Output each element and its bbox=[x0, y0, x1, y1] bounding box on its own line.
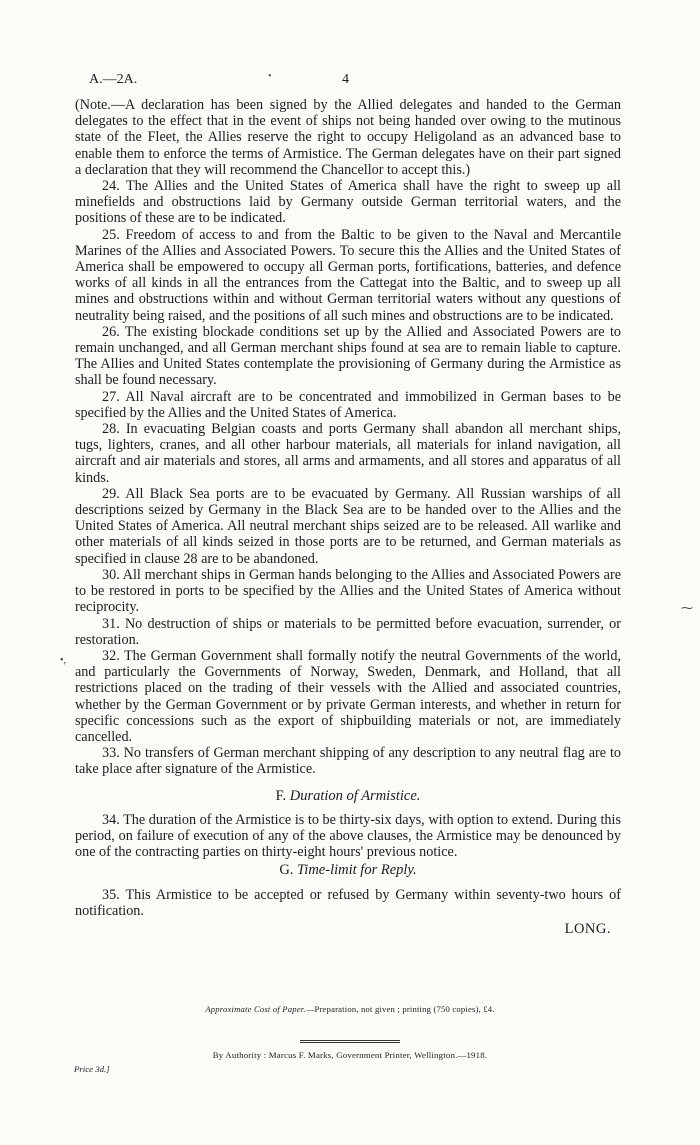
page-header bbox=[0, 72, 700, 94]
signature: LONG. bbox=[564, 920, 611, 937]
document-body bbox=[75, 97, 621, 937]
section-g-heading bbox=[75, 862, 621, 878]
cost-label: Approximate Cost of Paper. bbox=[205, 1004, 306, 1014]
clause-26: 26. The existing blockade conditions set up by the Allied and Associated Powers are to remain unchanged, and all German merchant ships found at sea are to remain liable to capture. The Allies and United States contemplate the provisioning of Germany during the Armistice as shall be found necessary. bbox=[75, 323, 621, 389]
footer-rule-top bbox=[300, 1040, 400, 1041]
header-dot: • bbox=[268, 71, 272, 82]
printer-authority: By Authority : Marcus F. Marks, Government Printer, Wellington.—1918. bbox=[212, 1050, 488, 1060]
page-number: 4 bbox=[342, 72, 349, 87]
clause-34: 34. The duration of the Armistice is to be thirty-six days, with option to extend. During this period, on failure of execution of any of the above clauses, the Armistice may be denounced by one of the contracting parties on thirty-eight hours' previous notice. bbox=[75, 811, 621, 861]
section-f-letter: F. bbox=[275, 787, 287, 804]
section-f-heading bbox=[75, 788, 621, 804]
cost-text: —Preparation, not given ; printing (750 copies), £4. bbox=[305, 1004, 495, 1014]
clause-30: 30. All merchant ships in German hands belonging to the Allies and Associated Powers are to be restored in ports to be specified by the Allies and the United States of America without reciprocity. bbox=[75, 566, 621, 616]
clause-29: 29. All Black Sea ports are to be evacuated by Germany. All Russian warships of all descriptions seized by Germany in the Black Sea are to be handed over to the Allies and the United States of America. All neutral merchant ships seized are to be released. All warlike and other materials of all kinds seized in those ports are to be returned, and German materials as specified in clause 28 are to be abandoned. bbox=[75, 485, 621, 567]
document-reference: A.—2A. bbox=[89, 72, 138, 87]
edge-scan-mark: ⁓ bbox=[681, 601, 693, 615]
clause-32: 32. The German Government shall formally notify the neutral Governments of the world, and particularly the Governments of Norway, Sweden, Denmark, and Holland, that all restrictions placed on the trading of their vessels with the Allied and associated countries, whether by the German Government or by private German interests, and whether in return for specific concessions such as the export of shipbuilding materials or not, are immediately cancelled. bbox=[75, 647, 621, 745]
section-g-letter: G. bbox=[279, 862, 294, 879]
clause-25: 25. Freedom of access to and from the Baltic to be given to the Naval and Mercantile Marines of the Allies and Associated Powers. To secure this the Allies and the United States of America shall be empowered to occupy all German ports, fortifications, batteries, and defence works of all kinds in all the entrances from the Cattegat into the Baltic, and to sweep up all mines and obstructions within and without German territorial waters without any questions of neutrality being raised, and the positions of all such mines and obstructions are to be indicated. bbox=[75, 226, 621, 324]
cost-of-paper-line bbox=[0, 1004, 700, 1014]
clause-35: 35. This Armistice to be accepted or refused by Germany within seventy-two hours of notification. bbox=[75, 886, 621, 919]
note-paragraph: (Note.—A declaration has been signed by the Allied delegates and handed to the German delegates to the effect that in the event of ships not being handed over owing to the mutinous state of the Fleet, the Allies reserve the right to occupy Heligoland as an advanced base to enable them to enforce the terms of Armistice. The German delegates have on their part signed a declaration that they will recommend the Chancellor to accept this.) bbox=[75, 97, 621, 178]
section-g-title: Time-limit for Reply. bbox=[297, 862, 417, 879]
price-label: Price 3d.] bbox=[74, 1064, 110, 1074]
clause-33: 33. No transfers of German merchant shipping of any description to any neutral flag are to take place after signature of the Armistice. bbox=[75, 745, 621, 778]
clause-24: 24. The Allies and the United States of America shall have the right to sweep up all minefields and obstructions laid by Germany outside German territorial waters, and the positions of these are to be indicated. bbox=[75, 178, 621, 227]
margin-scan-mark: •, bbox=[60, 655, 67, 666]
clause-28: 28. In evacuating Belgian coasts and ports Germany shall abandon all merchant ships, tugs, lighters, cranes, and all other harbour materials, all materials for inland navigation, all aircraft and air materials and stores, all arms and armaments, and all stores and apparatus of all kinds. bbox=[75, 421, 621, 486]
section-f-title: Duration of Armistice. bbox=[289, 787, 421, 804]
clause-31: 31. No destruction of ships or materials to be permitted before evacuation, surrender, or restoration. bbox=[75, 615, 621, 648]
footer-rule-bottom bbox=[300, 1042, 400, 1043]
clause-27: 27. All Naval aircraft are to be concentrated and immobilized in German bases to be specified by the Allies and the United States of America. bbox=[75, 388, 621, 421]
